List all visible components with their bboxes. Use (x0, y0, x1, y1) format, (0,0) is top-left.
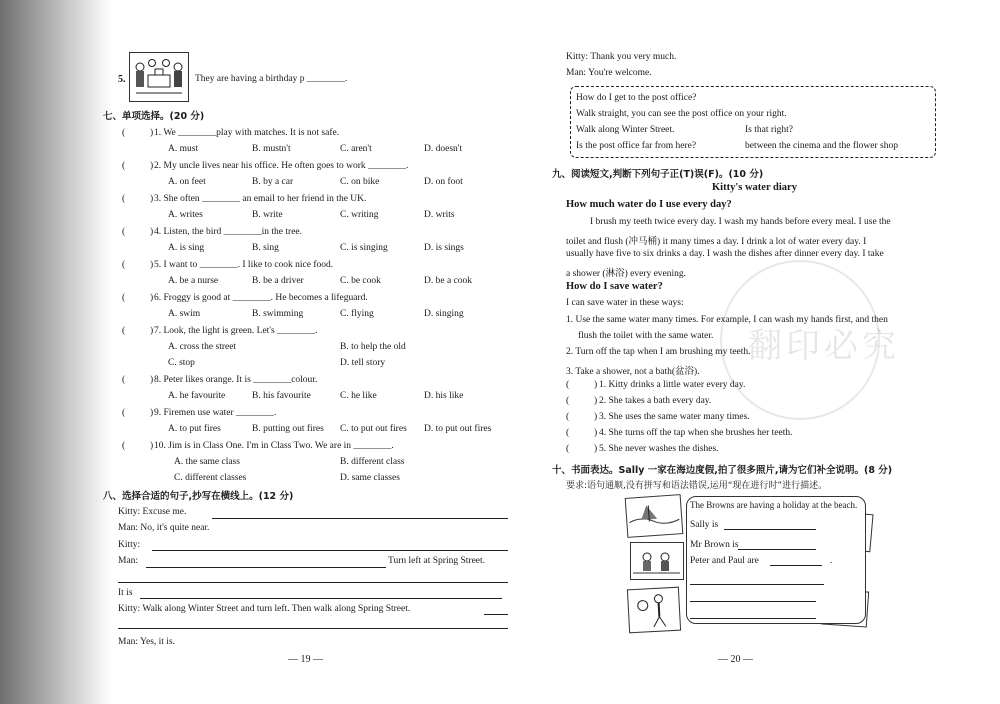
beach-photo-3 (627, 587, 681, 634)
page-number-left: — 19 — (288, 654, 323, 665)
question-1: 1. We ________play with matches. It is not safe. (154, 128, 340, 138)
answer-bracket-close: ) (150, 408, 154, 418)
option-1: How do I get to the post office? (576, 93, 697, 103)
answer-bracket-close: ) (150, 227, 154, 237)
judge-bracket-open: ( (566, 444, 570, 454)
q5-number: 5. (118, 74, 126, 85)
page-number-right: — 20 — (718, 654, 753, 665)
way-line-2: flush the toilet with the same water. (578, 331, 714, 341)
caption-blank-6[interactable] (690, 618, 816, 619)
dialog-line-7: Man: Yes, it is. (118, 637, 176, 647)
option-3-3: C. writing (340, 210, 379, 220)
answer-bracket-open: ( (122, 293, 126, 303)
section10-title: 十、书面表达。Sally 一家在海边度假,拍了很多照片,请为它们补全说明。(8 分) (552, 465, 893, 476)
option-9-2: B. putting out fires (252, 424, 324, 434)
option-7-4: D. tell story (340, 358, 386, 368)
caption-blank-1[interactable] (724, 529, 816, 530)
judge-question-3: 3. She uses the same water many times. (599, 412, 750, 422)
dialog-line-6: Kitty: Walk along Winter Street and turn left. Then walk along Spring Street. (118, 604, 411, 614)
answer-bracket-open: ( (122, 375, 126, 385)
diary-line-4: a shower (淋浴) every evening. (566, 269, 687, 279)
diary-line-2: toilet and flush (冲马桶) it many times a day. I drink a lot of water every day. I (566, 237, 867, 247)
option-6-3: C. flying (340, 309, 374, 319)
option-2-2: B. by a car (252, 177, 294, 187)
answer-line-1[interactable] (212, 518, 508, 519)
diary-heading-1: How much water do I use every day? (566, 199, 732, 210)
section7-title: 七、单项选择。(20 分) (103, 111, 205, 122)
answer-bracket-close: ) (150, 128, 154, 138)
option-8-2: B. his favourite (252, 391, 311, 401)
answer-bracket-open: ( (122, 326, 126, 336)
dialog-line-2: Man: No, it's quite near. (118, 523, 210, 533)
question-9: 9. Firemen use water ________. (154, 408, 277, 418)
answer-bracket-open: ( (122, 128, 126, 138)
dialog-line-1: Kitty: Excuse me. (118, 507, 187, 517)
answer-line-6[interactable] (484, 614, 508, 615)
option-7-1: A. cross the street (168, 342, 237, 352)
answer-bracket-open: ( (122, 227, 126, 237)
option-1-4: D. doesn't (424, 144, 463, 154)
answer-line-2[interactable] (152, 550, 508, 551)
answer-line-5[interactable] (140, 598, 502, 599)
judge-question-2: 2. She takes a bath every day. (599, 396, 712, 406)
option-10-2: B. different class (340, 457, 405, 467)
beach-photo-2 (630, 542, 684, 580)
answer-bracket-close: ) (150, 161, 154, 171)
option-6: between the cinema and the flower shop (745, 141, 898, 151)
option-5-4: D. be a cook (424, 276, 473, 286)
dialog-line-4-end: Turn left at Spring Street. (388, 556, 486, 566)
section9-title: 九、阅读短文,判断下列句子正(T)误(F)。(10 分) (552, 169, 764, 180)
answer-bracket-close: ) (150, 375, 154, 385)
option-8-4: D. his like (424, 391, 464, 401)
option-3-2: B. write (252, 210, 283, 220)
option-2: Walk straight, you can see the post office on your right. (576, 109, 787, 119)
answer-bracket-open: ( (122, 194, 126, 204)
birthday-party-picture (129, 52, 189, 102)
answer-bracket-open: ( (122, 260, 126, 270)
option-9-4: D. to put out fires (424, 424, 492, 434)
caption-blank-3[interactable] (770, 565, 822, 566)
diary-line-3: usually have five to six drinks a day. I wash the dishes after dinner every day. I take (566, 249, 884, 259)
option-10-1: A. the same class (174, 457, 240, 467)
section10-requirement: 要求:语句通顺,没有拼写和语法错误,运用“现在进行时”进行描述。 (566, 481, 828, 491)
option-3-1: A. writes (168, 210, 203, 220)
answer-bracket-close: ) (150, 260, 154, 270)
judge-bracket-open: ( (566, 380, 570, 390)
question-3: 3. She often ________ an email to her friend in the UK. (154, 194, 367, 204)
option-6-2: B. swimming (252, 309, 304, 319)
caption-line-3: Mr Brown is (690, 540, 739, 550)
watermark-text: 翻印必究 (748, 326, 900, 366)
question-4: 4. Listen, the bird ________in the tree. (154, 227, 303, 237)
dialog-line-3: Kitty: (118, 540, 141, 550)
diary-line-1: I brush my teeth twice every day. I wash my hands before every meal. I use the (590, 217, 891, 227)
option-7-3: C. stop (168, 358, 195, 368)
option-8-3: C. he like (340, 391, 377, 401)
question-2: 2. My uncle lives near his office. He often goes to work ________. (154, 161, 409, 171)
way-line-1: 1. Use the same water many times. For example, I can wash my hands first, and then (566, 315, 888, 325)
answer-bracket-close: ) (150, 194, 154, 204)
caption-line-1: The Browns are having a holiday at the beach. (690, 500, 858, 510)
caption-line-4: Peter and Paul are (690, 556, 759, 566)
question-10: 10. Jim is in Class One. I'm in Class Two. We are in ________. (154, 441, 394, 451)
diary-title: Kitty's water diary (712, 182, 797, 193)
answer-bracket-close: ) (150, 326, 154, 336)
option-9-1: A. to put fires (168, 424, 221, 434)
book-binding-shadow (0, 0, 112, 704)
question-7: 7. Look, the light is green. Let's ________. (154, 326, 318, 336)
answer-line-4[interactable] (118, 582, 508, 583)
option-3-4: D. writs (424, 210, 455, 220)
judge-bracket-close: ) (594, 412, 598, 422)
option-10-4: D. same classes (340, 473, 400, 483)
option-8-1: A. he favourite (168, 391, 226, 401)
option-5: Is the post office far from here? (576, 141, 697, 151)
dialog-line-5: It is (118, 588, 133, 598)
option-10-3: C. different classes (174, 473, 247, 483)
caption-line-2: Sally is (690, 520, 719, 530)
answer-bracket-open: ( (122, 441, 126, 451)
option-5-2: B. be a driver (252, 276, 304, 286)
section8-title: 八、选择合适的句子,抄写在横线上。(12 分) (103, 491, 294, 502)
answer-bracket-close: ) (150, 293, 154, 303)
question-8: 8. Peter likes orange. It is ________colour. (154, 375, 318, 385)
option-3: Walk along Winter Street. (576, 125, 675, 135)
option-2-3: C. on bike (340, 177, 380, 187)
option-1-2: B. mustn't (252, 144, 291, 154)
diary-paragraph-2: I can save water in these ways: (566, 298, 684, 308)
option-7-2: B. to help the old (340, 342, 406, 352)
answer-bracket-close: ) (150, 441, 154, 451)
question-6: 6. Froggy is good at ________. He becomes a lifeguard. (154, 293, 368, 303)
answer-line-7[interactable] (118, 628, 508, 629)
option-2-4: D. on foot (424, 177, 463, 187)
answer-bracket-open: ( (122, 161, 126, 171)
beach-photo-1 (625, 494, 684, 538)
caption-blank-2[interactable] (738, 549, 816, 550)
answer-line-3[interactable] (146, 567, 386, 568)
option-4-2: B. sing (252, 243, 279, 253)
option-1-1: A. must (168, 144, 199, 154)
caption-blank-5[interactable] (690, 601, 816, 602)
q5-text: They are having a birthday p ________. (195, 74, 348, 84)
judge-bracket-close: ) (594, 380, 598, 390)
option-5-1: A. be a nurse (168, 276, 219, 286)
diary-heading-2: How do I save water? (566, 281, 663, 292)
judge-question-1: 1. Kitty drinks a little water every day. (599, 380, 746, 390)
judge-bracket-close: ) (594, 396, 598, 406)
option-6-1: A. swim (168, 309, 201, 319)
judge-bracket-open: ( (566, 428, 570, 438)
way-line-3: 2. Turn off the tap when I am brushing my teeth. (566, 347, 751, 357)
option-4: Is that right? (745, 125, 794, 135)
dialog-welcome: Man: You're welcome. (566, 68, 652, 78)
dialog-line-4: Man: (118, 556, 139, 566)
judge-bracket-open: ( (566, 412, 570, 422)
option-4-1: A. is sing (168, 243, 205, 253)
option-9-3: C. to put out fires (340, 424, 407, 434)
option-4-3: C. is singing (340, 243, 388, 253)
question-5: 5. I want to ________. I like to cook nice food. (154, 260, 334, 270)
judge-bracket-open: ( (566, 396, 570, 406)
option-6-4: D. singing (424, 309, 464, 319)
option-1-3: C. aren't (340, 144, 372, 154)
option-4-4: D. is sings (424, 243, 464, 253)
judge-bracket-close: ) (594, 444, 598, 454)
way-line-4: 3. Take a shower, not a bath(盆浴). (566, 367, 700, 377)
answer-bracket-open: ( (122, 408, 126, 418)
caption-line-4-period: . (830, 556, 833, 566)
judge-question-5: 5. She never washes the dishes. (599, 444, 719, 454)
option-2-1: A. on feet (168, 177, 206, 187)
caption-blank-4[interactable] (690, 584, 824, 585)
dialog-thanks: Kitty: Thank you very much. (566, 52, 677, 62)
judge-question-4: 4. She turns off the tap when she brushes her teeth. (599, 428, 793, 438)
judge-bracket-close: ) (594, 428, 598, 438)
option-5-3: C. be cook (340, 276, 381, 286)
